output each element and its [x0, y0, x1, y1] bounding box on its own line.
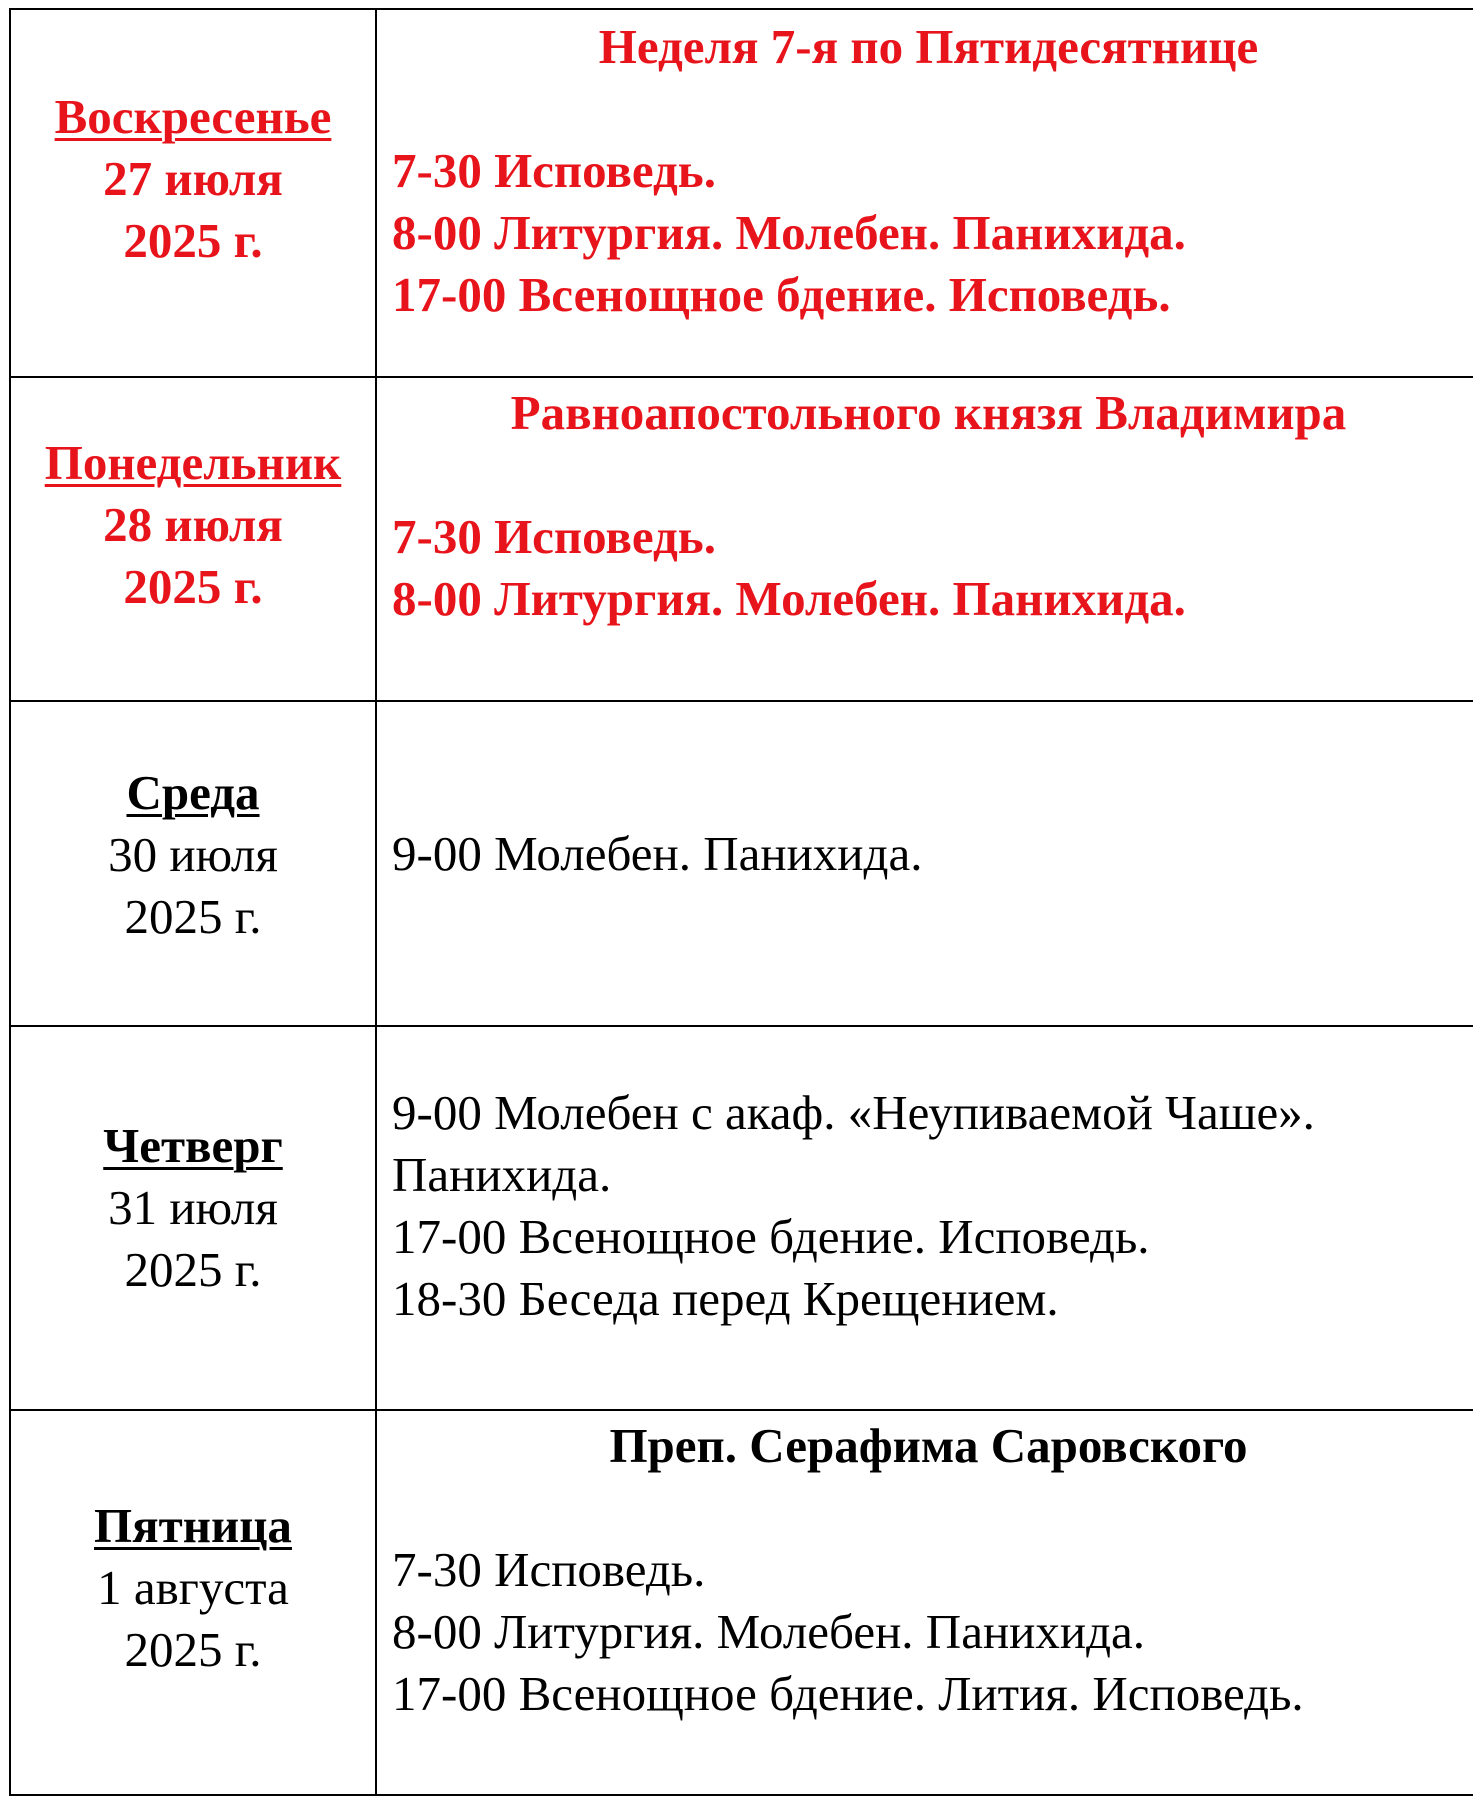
date: 31 июля: [108, 1179, 278, 1235]
services-cell: [376, 701, 1473, 1025]
date: 30 июля: [108, 826, 278, 882]
service-entry: 9-00 Молебен с акаф. «Неупиваемой Чаше».: [392, 1084, 1315, 1140]
schedule-row: [10, 9, 1473, 377]
year: 2025 г.: [124, 888, 262, 944]
feast-title: Равноапостольного князя Владимира: [510, 384, 1347, 440]
service-entry: 8-00 Литургия. Молебен. Панихида.: [392, 1603, 1146, 1659]
year: 2025 г.: [124, 1622, 262, 1678]
service-entry: 9-00 Молебен. Панихида.: [392, 825, 923, 881]
service-entry: 7-30 Исповедь.: [392, 1541, 706, 1597]
services-cell: [376, 377, 1473, 701]
service-entry: 7-30 Исповедь.: [392, 143, 716, 198]
service-entry: 17-00 Всенощное бдение. Исповедь.: [392, 267, 1171, 322]
service-entry: 8-00 Литургия. Молебен. Панихида.: [392, 570, 1186, 626]
year: 2025 г.: [123, 559, 263, 615]
weekday: Среда: [126, 764, 260, 820]
date: 27 июля: [103, 150, 283, 206]
year: 2025 г.: [124, 1241, 262, 1297]
schedule-row: [10, 1026, 1473, 1410]
day-cell: [10, 1026, 376, 1410]
feast-title: Преп. Серафима Саровского: [609, 1417, 1248, 1473]
day-cell: [10, 1410, 376, 1795]
service-entry: 17-00 Всенощное бдение. Лития. Исповедь.: [392, 1665, 1304, 1721]
schedule-row: [10, 377, 1473, 701]
schedule-row: [10, 701, 1473, 1025]
service-entry: 17-00 Всенощное бдение. Исповедь.: [392, 1208, 1150, 1264]
weekday: Воскресенье: [54, 88, 332, 144]
service-entry: 8-00 Литургия. Молебен. Панихида.: [392, 205, 1186, 260]
day-cell: [10, 9, 376, 377]
service-entry: Панихида.: [392, 1146, 612, 1202]
feast-title: Неделя 7-я по Пятидесятнице: [598, 19, 1259, 74]
day-cell: [10, 701, 376, 1025]
schedule-row: [10, 1410, 1473, 1795]
weekday: Понедельник: [44, 435, 342, 491]
weekday: Четверг: [103, 1117, 283, 1173]
service-entry: 18-30 Беседа перед Крещением.: [392, 1270, 1059, 1326]
service-entry: 7-30 Исповедь.: [392, 508, 716, 564]
day-cell: [10, 377, 376, 701]
services-cell: [376, 1410, 1473, 1795]
services-cell: [376, 9, 1473, 377]
date: 28 июля: [103, 497, 283, 553]
weekly-service-schedule: [9, 8, 1473, 1796]
date: 1 августа: [97, 1560, 289, 1616]
weekday: Пятница: [94, 1498, 292, 1554]
year: 2025 г.: [123, 212, 263, 268]
services-cell: [376, 1026, 1473, 1410]
